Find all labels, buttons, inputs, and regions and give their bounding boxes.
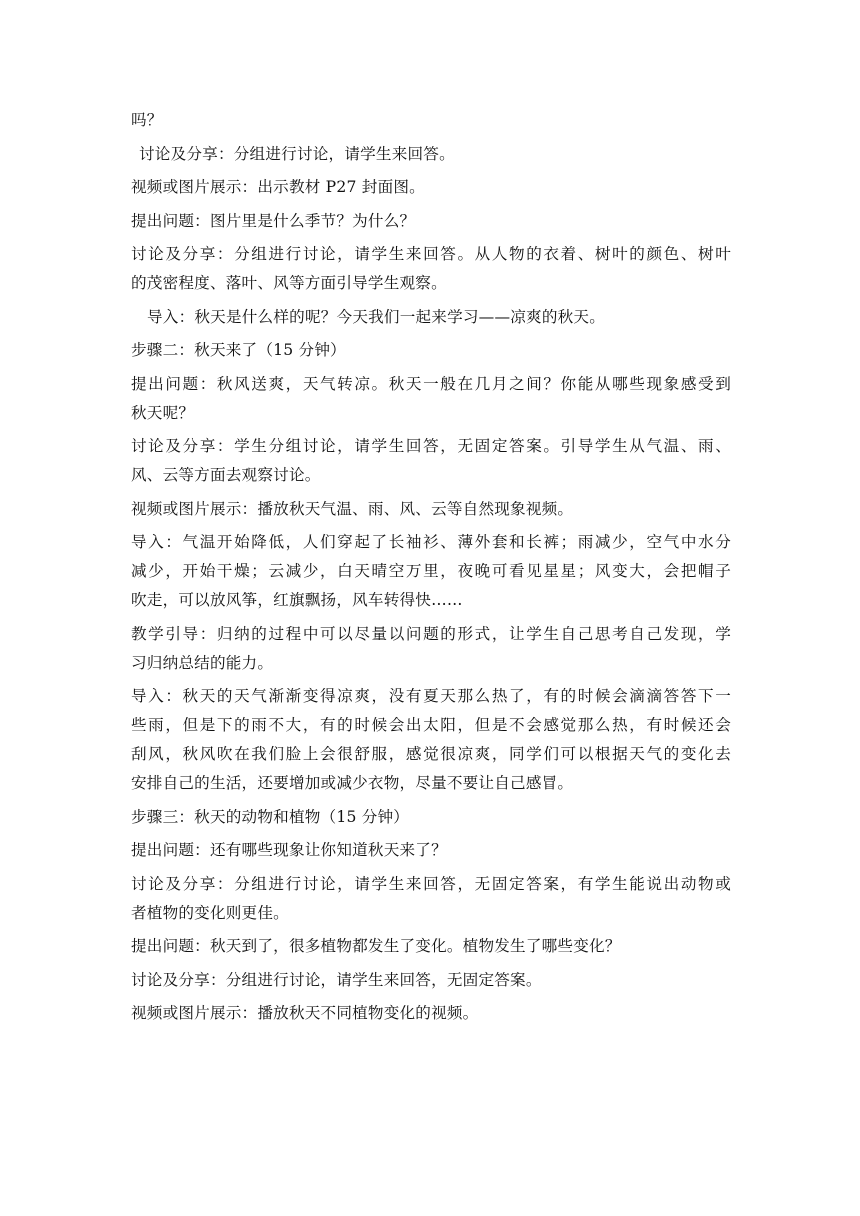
paragraph-line: 讨论及分享：分组进行讨论，请学生来回答。	[139, 144, 455, 163]
paragraph	[131, 240, 731, 298]
paragraph	[131, 336, 731, 365]
paragraph	[131, 303, 731, 332]
paragraph	[131, 620, 731, 678]
paragraph-line: 视频或图片展示：播放秋天不同植物变化的视频。	[131, 1004, 479, 1022]
paragraph	[131, 803, 731, 832]
paragraph-line: 导入：秋天是什么样的呢？今天我们一起来学习——凉爽的秋天。	[147, 307, 606, 326]
paragraph	[131, 870, 731, 928]
paragraph	[131, 432, 731, 490]
paragraph	[131, 932, 731, 961]
paragraph-line: 导入：气温开始降低，人们穿起了长袖衫、薄外套和长裤；雨减少，空气中水分	[131, 533, 731, 551]
paragraph-line: 教学引导：归纳的过程中可以尽量以问题的形式，让学生自己思考自己发现，学	[131, 624, 731, 643]
paragraph-line: 减少，开始干燥；云减少，白天晴空万里，夜晚可看见星星；风变大，会把帽子	[131, 562, 731, 580]
paragraph	[131, 966, 731, 995]
paragraph-line: 提出问题：还有哪些现象让你知道秋天来了？	[131, 841, 447, 859]
paragraph-line: 些雨，但是下的雨不大，有的时候会出太阳，但是不会感觉那么热，有时候还会	[131, 716, 731, 734]
paragraph	[131, 207, 731, 236]
paragraph	[131, 173, 731, 202]
paragraph	[131, 836, 731, 865]
paragraph-line: 安排自己的生活，还要增加或减少衣物，尽量不要让自己感冒。	[131, 774, 574, 792]
paragraph-line: 讨论及分享：分组进行讨论，请学生来回答。从人物的衣着、树叶的颜色、树叶	[131, 245, 731, 263]
paragraph-line: 步骤三：秋天的动物和植物（15 分钟）	[131, 807, 410, 826]
paragraph-line: 提出问题：图片里是什么季节？为什么？	[131, 211, 416, 230]
paragraph-line: 刮风，秋风吹在我们脸上会很舒服，感觉很凉爽，同学们可以根据天气的变化去	[131, 745, 731, 763]
paragraph	[131, 140, 731, 169]
paragraph-line: 风、云等方面去观察讨论。	[131, 466, 321, 484]
paragraph	[131, 999, 731, 1028]
paragraph-line: 的茂密程度、落叶、风等方面引导学生观察。	[131, 274, 447, 292]
paragraph-line: 秋天呢？	[131, 403, 195, 422]
paragraph-line: 步骤二：秋天来了（15 分钟）	[131, 341, 346, 359]
paragraph-line: 提出问题：秋风送爽，天气转凉。秋天一般在几月之间？你能从哪些现象感受到	[131, 374, 731, 393]
paragraph-line: 讨论及分享：分组进行讨论，请学生来回答，无固定答案，有学生能说出动物或	[131, 874, 731, 893]
paragraph-line: 讨论及分享：分组进行讨论，请学生来回答，无固定答案。	[131, 970, 542, 989]
paragraph-line: 吗？	[131, 111, 163, 129]
paragraph	[131, 495, 731, 524]
paragraph	[131, 370, 731, 428]
paragraph-line: 讨论及分享：学生分组讨论，请学生回答，无固定答案。引导学生从气温、雨、	[131, 437, 731, 455]
paragraph	[131, 682, 731, 798]
paragraph-line: 吹走，可以放风筝，红旗飘扬，风车转得快……	[131, 591, 463, 609]
paragraph-line: 视频或图片展示：播放秋天气温、雨、风、云等自然现象视频。	[131, 499, 574, 518]
paragraph-line: 导入：秋天的天气渐渐变得凉爽，没有夏天那么热了，有的时候会滴滴答答下一	[131, 687, 731, 705]
paragraph	[131, 106, 731, 135]
paragraph-line: 习归纳总结的能力。	[131, 653, 274, 672]
paragraph-line: 者植物的变化则更佳。	[131, 903, 289, 922]
paragraph	[131, 528, 731, 615]
document-body	[131, 106, 731, 1028]
paragraph-line: 提出问题：秋天到了，很多植物都发生了变化。植物发生了哪些变化？	[131, 937, 621, 955]
paragraph-line: 视频或图片展示：出示教材 P27 封面图。	[131, 178, 425, 196]
